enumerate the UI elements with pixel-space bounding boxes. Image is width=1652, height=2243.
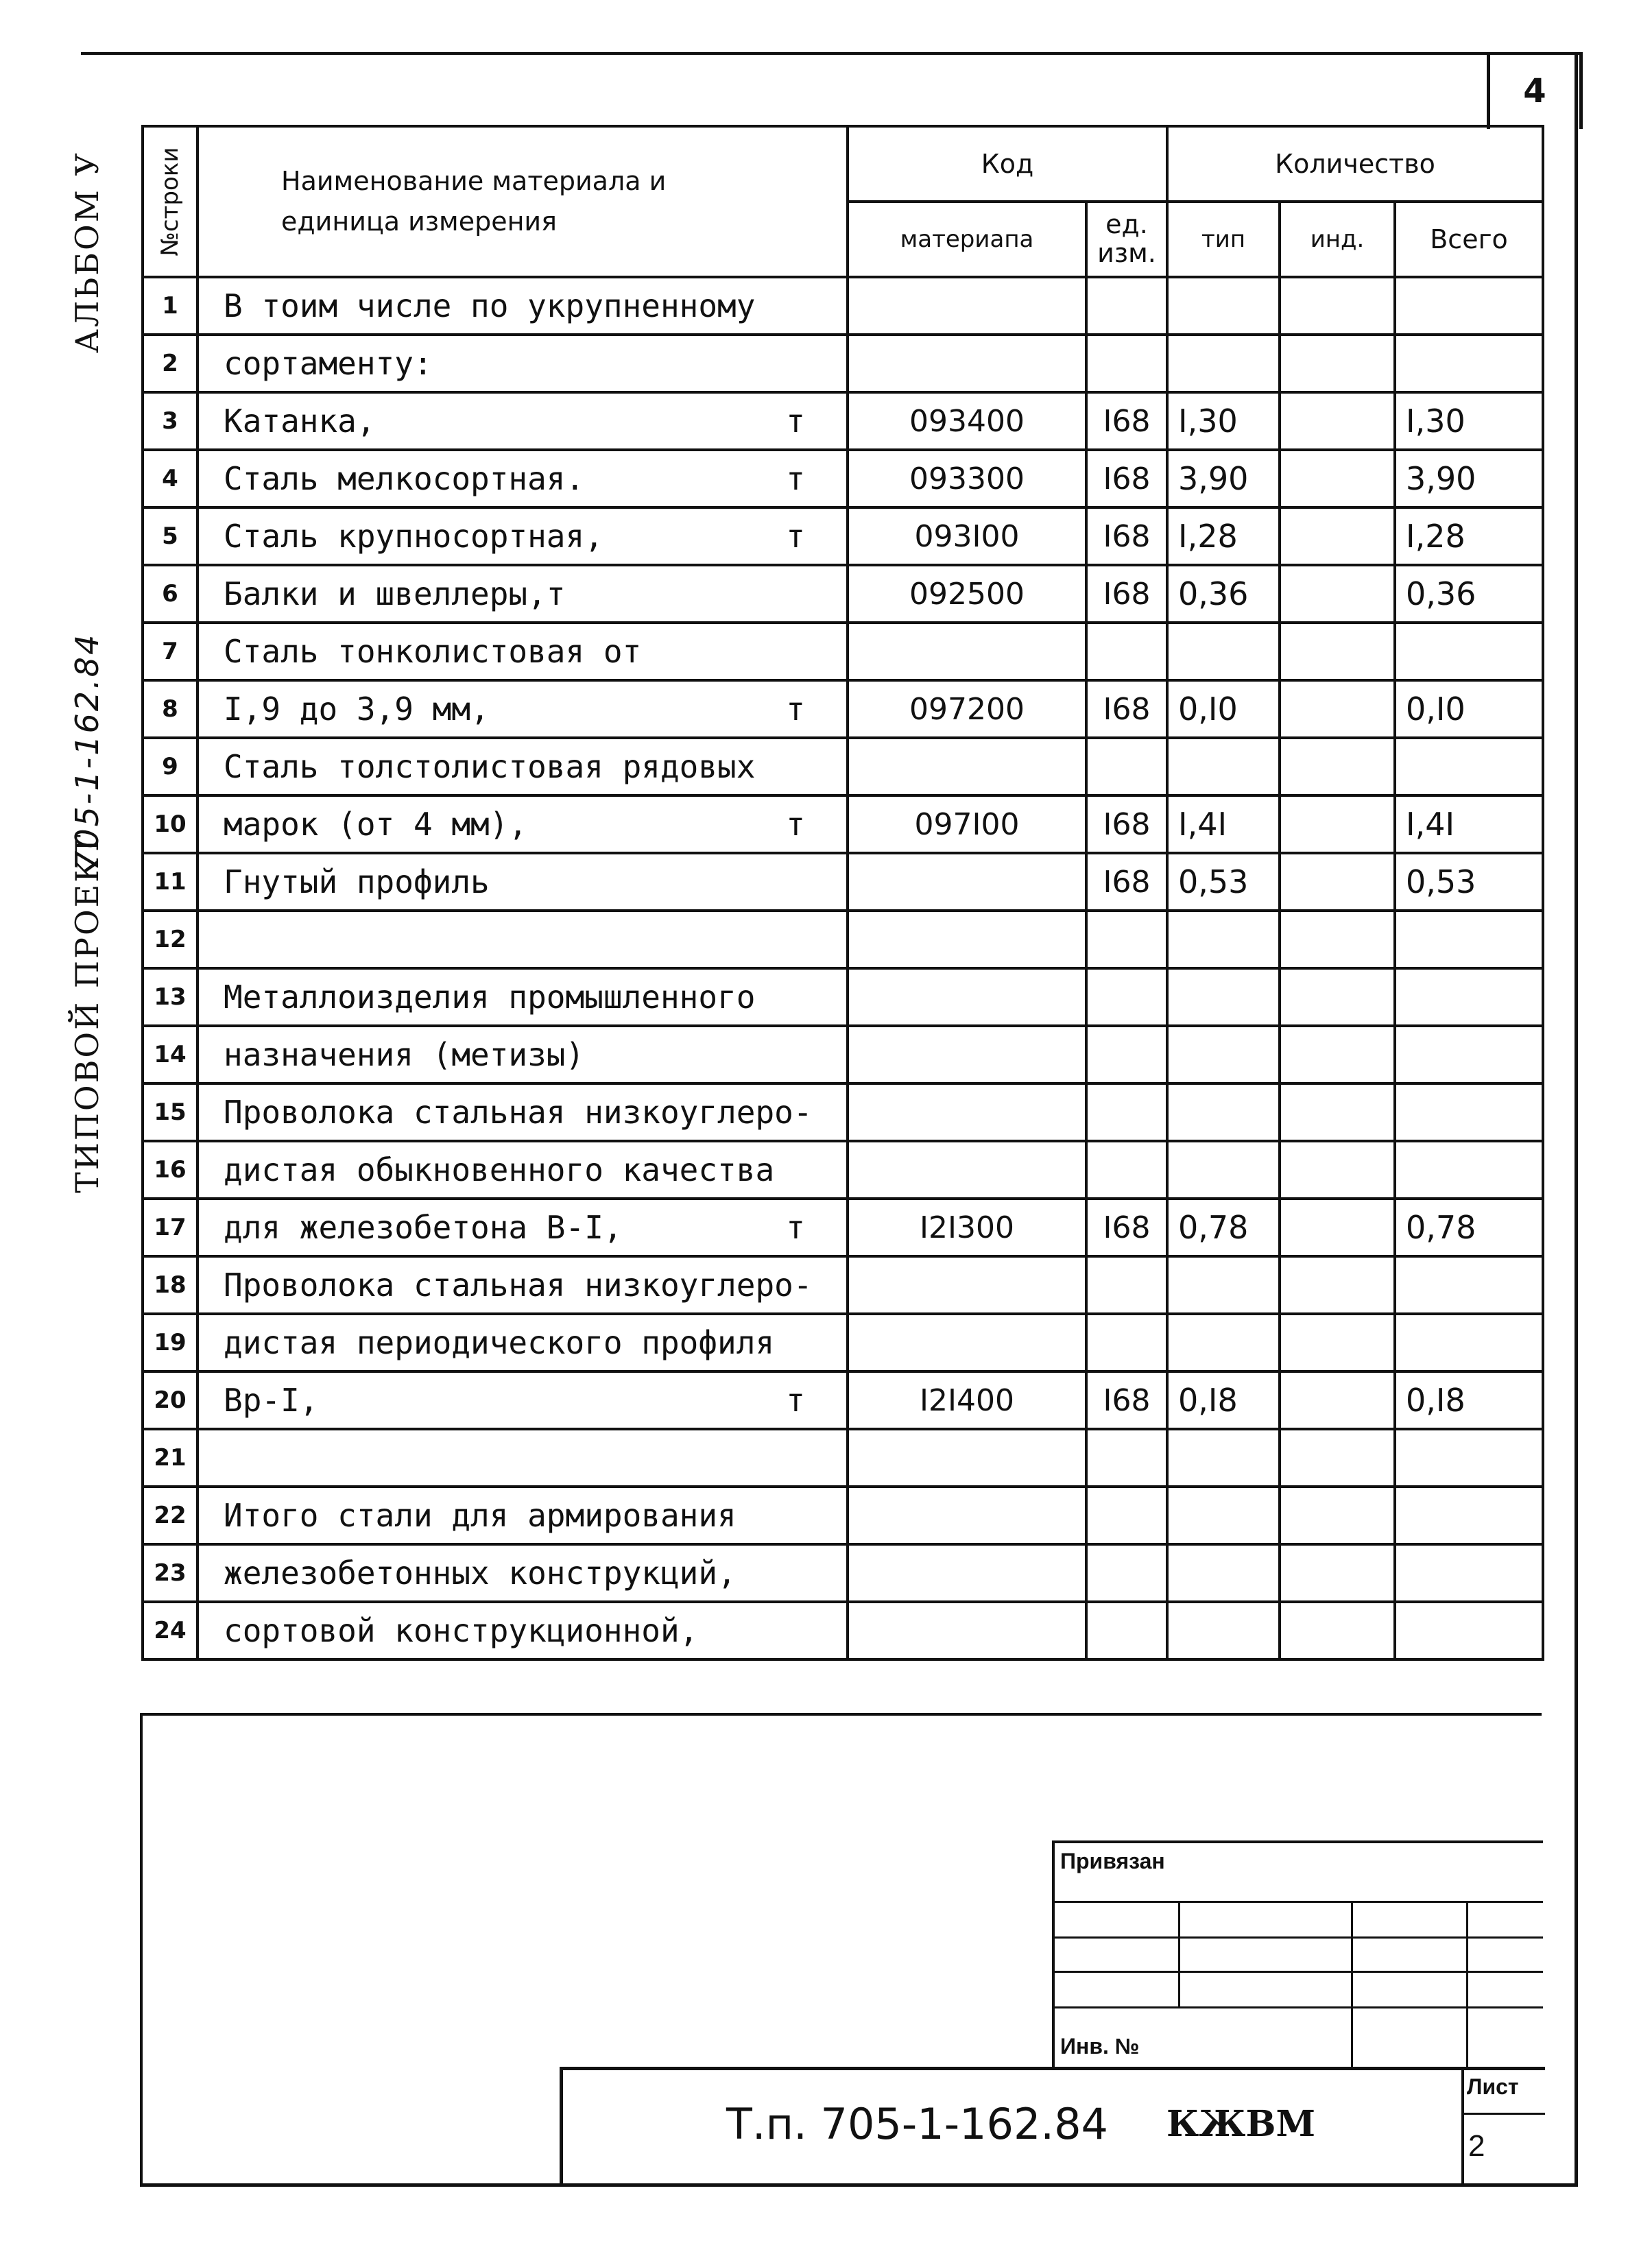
qty-type-cell bbox=[1167, 1083, 1280, 1141]
material-name-text: для железобетона В-I, bbox=[224, 1209, 623, 1246]
qty-total-header: Всего bbox=[1395, 202, 1543, 277]
material-code-cell bbox=[848, 1544, 1086, 1602]
unit-code-cell: I68 bbox=[1086, 565, 1167, 623]
unit-code-cell: I68 bbox=[1086, 507, 1167, 565]
material-code-cell: I2I400 bbox=[848, 1371, 1086, 1429]
material-code-cell bbox=[848, 1429, 1086, 1487]
material-name-cell bbox=[197, 392, 848, 450]
material-name-text: марок (от 4 мм), bbox=[224, 806, 528, 843]
unit-code-cell bbox=[1086, 1544, 1167, 1602]
unit-code-cell bbox=[1086, 1256, 1167, 1314]
qty-type-cell bbox=[1167, 1026, 1280, 1083]
qty-type-cell bbox=[1167, 738, 1280, 795]
unit-code-cell bbox=[1086, 277, 1167, 335]
qty-total-cell: 0,36 bbox=[1395, 565, 1543, 623]
qty-ind-cell bbox=[1280, 1544, 1395, 1602]
inv-number-label: Инв. № bbox=[1060, 2034, 1140, 2059]
material-name-text: Катанка, bbox=[224, 403, 376, 440]
sheet-number: 2 bbox=[1468, 2129, 1485, 2163]
qty-total-cell: 0,I0 bbox=[1395, 680, 1543, 738]
material-code-header: материапа bbox=[848, 202, 1086, 277]
unit-code-cell: I68 bbox=[1086, 392, 1167, 450]
table-row bbox=[143, 623, 1543, 680]
qty-type-cell bbox=[1167, 335, 1280, 392]
qty-type-cell bbox=[1167, 1141, 1280, 1199]
material-code-cell: 093400 bbox=[848, 392, 1086, 450]
qty-ind-cell bbox=[1280, 1487, 1395, 1544]
table-row bbox=[143, 680, 1543, 738]
qty-ind-cell bbox=[1280, 853, 1395, 911]
unit-text: т bbox=[786, 1209, 805, 1246]
material-name-text: Итого стали для армирования bbox=[224, 1497, 737, 1534]
row-number-cell: 15 bbox=[143, 1083, 197, 1141]
stamp-vline bbox=[1351, 1901, 1353, 2070]
unit-code-cell bbox=[1086, 1314, 1167, 1371]
qty-total-cell: 0,I8 bbox=[1395, 1371, 1543, 1429]
qty-type-cell: 0,53 bbox=[1167, 853, 1280, 911]
material-name-text: Гнутый профиль bbox=[224, 863, 490, 900]
row-number-cell: 19 bbox=[143, 1314, 197, 1371]
right-frame-line bbox=[1575, 53, 1578, 2186]
row-number-cell: 5 bbox=[143, 507, 197, 565]
table-row bbox=[143, 968, 1543, 1026]
material-name-text: Сталь тонколистовая от bbox=[224, 633, 642, 670]
qty-type-cell: I,28 bbox=[1167, 507, 1280, 565]
table-row bbox=[143, 795, 1543, 853]
qty-type-cell: I,30 bbox=[1167, 392, 1280, 450]
qty-type-cell bbox=[1167, 1429, 1280, 1487]
qty-total-cell bbox=[1395, 1083, 1543, 1141]
material-code-cell: 092500 bbox=[848, 565, 1086, 623]
unit-code-cell bbox=[1086, 1083, 1167, 1141]
unit-text: т bbox=[786, 1382, 805, 1419]
qty-ind-cell bbox=[1280, 1429, 1395, 1487]
unit-text: т bbox=[786, 460, 805, 497]
row-number-cell: 21 bbox=[143, 1429, 197, 1487]
material-name-cell bbox=[197, 507, 848, 565]
qty-type-cell bbox=[1167, 277, 1280, 335]
material-name-cell bbox=[197, 1314, 848, 1371]
stamp-line bbox=[1055, 1901, 1543, 1903]
qty-type-cell bbox=[1167, 968, 1280, 1026]
material-code-cell bbox=[848, 1141, 1086, 1199]
material-name-cell bbox=[197, 623, 848, 680]
qty-total-cell: 0,53 bbox=[1395, 853, 1543, 911]
material-name-cell bbox=[197, 1026, 848, 1083]
binding-stamp bbox=[1052, 1840, 1543, 2070]
table-row bbox=[143, 277, 1543, 335]
row-number-cell: 24 bbox=[143, 1602, 197, 1659]
material-code-cell: 097200 bbox=[848, 680, 1086, 738]
material-name-cell bbox=[197, 1199, 848, 1256]
material-code-cell: 093I00 bbox=[848, 507, 1086, 565]
table-row bbox=[143, 911, 1543, 968]
material-name-text: назначения (метизы) bbox=[224, 1036, 585, 1073]
qty-total-cell bbox=[1395, 1487, 1543, 1544]
handwritten-project-number: 705-1-162.84 bbox=[69, 632, 106, 871]
row-number-cell: 7 bbox=[143, 623, 197, 680]
qty-total-cell: 0,78 bbox=[1395, 1199, 1543, 1256]
row-number-cell: 4 bbox=[143, 450, 197, 507]
unit-code-cell bbox=[1086, 1602, 1167, 1659]
material-name-cell bbox=[197, 565, 848, 623]
material-name-cell bbox=[197, 277, 848, 335]
material-name-cell bbox=[197, 450, 848, 507]
unit-code-cell: I68 bbox=[1086, 680, 1167, 738]
unit-text: т bbox=[786, 518, 805, 555]
table-row bbox=[143, 1141, 1543, 1199]
qty-type-cell: 0,78 bbox=[1167, 1199, 1280, 1256]
unit-code-cell bbox=[1086, 738, 1167, 795]
stamp-line bbox=[1055, 1971, 1543, 1973]
qty-ind-cell bbox=[1280, 1199, 1395, 1256]
sheet-cell-left-line bbox=[1461, 2067, 1464, 2184]
qty-total-cell bbox=[1395, 335, 1543, 392]
material-name-text: дистая обыкновенного качества bbox=[224, 1151, 775, 1188]
qty-total-cell bbox=[1395, 1602, 1543, 1659]
material-code-cell bbox=[848, 1083, 1086, 1141]
material-name-cell bbox=[197, 1256, 848, 1314]
qty-type-cell: I,4I bbox=[1167, 795, 1280, 853]
qty-total-cell bbox=[1395, 911, 1543, 968]
material-name-text: Сталь толстолистовая рядовых bbox=[224, 748, 756, 785]
qty-ind-cell bbox=[1280, 911, 1395, 968]
qty-ind-cell bbox=[1280, 1314, 1395, 1371]
quantity-group-header: Количество bbox=[1167, 126, 1543, 202]
unit-code-cell: I68 bbox=[1086, 1199, 1167, 1256]
unit-code-cell bbox=[1086, 1429, 1167, 1487]
stamp-vline bbox=[1178, 1901, 1180, 2006]
title-block bbox=[560, 2067, 1545, 2187]
row-number-cell: 16 bbox=[143, 1141, 197, 1199]
materials-table bbox=[141, 125, 1544, 1661]
qty-type-cell: 0,I8 bbox=[1167, 1371, 1280, 1429]
qty-ind-cell bbox=[1280, 1083, 1395, 1141]
material-name-text: Металлоизделия промышленного bbox=[224, 979, 756, 1016]
stamp-vline bbox=[1466, 1901, 1468, 2070]
qty-type-cell bbox=[1167, 1487, 1280, 1544]
qty-total-cell bbox=[1395, 968, 1543, 1026]
unit-text: т bbox=[786, 806, 805, 843]
row-number-cell: 18 bbox=[143, 1256, 197, 1314]
qty-type-cell bbox=[1167, 911, 1280, 968]
table-row bbox=[143, 450, 1543, 507]
row-number-cell: 1 bbox=[143, 277, 197, 335]
qty-ind-cell bbox=[1280, 680, 1395, 738]
material-name-cell bbox=[197, 1371, 848, 1429]
qty-total-cell: I,30 bbox=[1395, 392, 1543, 450]
material-code-cell bbox=[848, 1487, 1086, 1544]
material-name-text: I,9 до 3,9 мм, bbox=[224, 691, 490, 728]
material-name-cell bbox=[197, 1083, 848, 1141]
unit-code-header: ед. изм. bbox=[1086, 202, 1167, 277]
material-name-cell bbox=[197, 1487, 848, 1544]
row-number-cell: 20 bbox=[143, 1371, 197, 1429]
material-code-cell bbox=[848, 968, 1086, 1026]
qty-ind-cell bbox=[1280, 795, 1395, 853]
material-code-cell bbox=[848, 277, 1086, 335]
material-code-cell: 097I00 bbox=[848, 795, 1086, 853]
table-row bbox=[143, 738, 1543, 795]
material-code-cell bbox=[848, 738, 1086, 795]
table-row bbox=[143, 507, 1543, 565]
qty-ind-cell bbox=[1280, 507, 1395, 565]
qty-ind-cell bbox=[1280, 450, 1395, 507]
qty-ind-header: инд. bbox=[1280, 202, 1395, 277]
material-code-cell bbox=[848, 335, 1086, 392]
table-row bbox=[143, 1544, 1543, 1602]
row-number-cell: 23 bbox=[143, 1544, 197, 1602]
table-row bbox=[143, 392, 1543, 450]
table-row bbox=[143, 1602, 1543, 1659]
table-row bbox=[143, 565, 1543, 623]
row-number-cell: 22 bbox=[143, 1487, 197, 1544]
page-number: 4 bbox=[1487, 53, 1583, 129]
code-group-header: Код bbox=[848, 126, 1167, 202]
unit-code-cell bbox=[1086, 968, 1167, 1026]
document-mark: КЖВМ bbox=[1166, 2103, 1316, 2145]
unit-text: т bbox=[786, 403, 805, 440]
material-name-text: железобетонных конструкций, bbox=[224, 1555, 737, 1592]
material-name-text: Сталь мелкосортная. bbox=[224, 460, 585, 497]
unit-code-cell bbox=[1086, 335, 1167, 392]
table-bottom-divider bbox=[140, 1713, 1542, 1716]
qty-total-cell bbox=[1395, 1141, 1543, 1199]
unit-code-cell: I68 bbox=[1086, 795, 1167, 853]
qty-ind-cell bbox=[1280, 1026, 1395, 1083]
table-row bbox=[143, 1314, 1543, 1371]
table-row bbox=[143, 853, 1543, 911]
table-row bbox=[143, 335, 1543, 392]
material-code-cell bbox=[848, 1256, 1086, 1314]
table-row bbox=[143, 1371, 1543, 1429]
material-name-text: Проволока стальная низкоуглеро- bbox=[224, 1094, 813, 1131]
qty-total-cell bbox=[1395, 277, 1543, 335]
qty-ind-cell bbox=[1280, 968, 1395, 1026]
material-name-header: Наименование материала и единица измерения bbox=[197, 126, 848, 277]
material-name-cell bbox=[197, 911, 848, 968]
sheet-cell-divider bbox=[1461, 2113, 1545, 2115]
qty-type-cell: 0,I0 bbox=[1167, 680, 1280, 738]
row-number-cell: 3 bbox=[143, 392, 197, 450]
qty-ind-cell bbox=[1280, 335, 1395, 392]
qty-ind-cell bbox=[1280, 623, 1395, 680]
row-number-cell: 6 bbox=[143, 565, 197, 623]
row-number-cell: 2 bbox=[143, 335, 197, 392]
row-number-cell: 8 bbox=[143, 680, 197, 738]
table-row bbox=[143, 1026, 1543, 1083]
material-name-cell bbox=[197, 1429, 848, 1487]
material-name-text: Проволока стальная низкоуглеро- bbox=[224, 1267, 813, 1304]
qty-total-cell: I,28 bbox=[1395, 507, 1543, 565]
qty-ind-cell bbox=[1280, 1256, 1395, 1314]
qty-ind-cell bbox=[1280, 1371, 1395, 1429]
material-name-cell bbox=[197, 1602, 848, 1659]
material-code-cell bbox=[848, 911, 1086, 968]
qty-ind-cell bbox=[1280, 565, 1395, 623]
unit-code-cell bbox=[1086, 1026, 1167, 1083]
material-name-text: сортаменту: bbox=[224, 345, 433, 382]
qty-type-cell bbox=[1167, 623, 1280, 680]
qty-total-cell bbox=[1395, 1544, 1543, 1602]
material-code-cell bbox=[848, 1026, 1086, 1083]
qty-type-cell bbox=[1167, 1314, 1280, 1371]
material-name-text: Сталь крупносортная, bbox=[224, 518, 603, 555]
table-row bbox=[143, 1429, 1543, 1487]
table-row bbox=[143, 1256, 1543, 1314]
qty-total-cell bbox=[1395, 623, 1543, 680]
qty-ind-cell bbox=[1280, 392, 1395, 450]
material-name-text: В тоим числе по укрупненному bbox=[224, 287, 756, 324]
unit-code-cell bbox=[1086, 911, 1167, 968]
unit-code-cell bbox=[1086, 1487, 1167, 1544]
stamp-line bbox=[1055, 1936, 1543, 1939]
qty-ind-cell bbox=[1280, 277, 1395, 335]
qty-type-header: тип bbox=[1167, 202, 1280, 277]
row-number-cell: 9 bbox=[143, 738, 197, 795]
material-name-cell bbox=[197, 738, 848, 795]
left-frame-line bbox=[140, 1714, 143, 2185]
row-number-cell: 10 bbox=[143, 795, 197, 853]
material-name-cell bbox=[197, 853, 848, 911]
qty-ind-cell bbox=[1280, 1141, 1395, 1199]
material-name-text: Вр-I, bbox=[224, 1382, 319, 1419]
material-name-cell bbox=[197, 795, 848, 853]
material-code-cell bbox=[848, 1602, 1086, 1659]
unit-text: т bbox=[786, 691, 805, 728]
qty-type-cell: 0,36 bbox=[1167, 565, 1280, 623]
qty-type-cell: 3,90 bbox=[1167, 450, 1280, 507]
qty-total-cell: 3,90 bbox=[1395, 450, 1543, 507]
unit-code-cell: I68 bbox=[1086, 853, 1167, 911]
material-code-cell bbox=[848, 853, 1086, 911]
qty-ind-cell bbox=[1280, 738, 1395, 795]
material-name-cell bbox=[197, 680, 848, 738]
unit-code-cell bbox=[1086, 1141, 1167, 1199]
row-number-cell: 12 bbox=[143, 911, 197, 968]
material-code-cell: I2I300 bbox=[848, 1199, 1086, 1256]
top-frame-line bbox=[81, 52, 1583, 55]
qty-type-cell bbox=[1167, 1544, 1280, 1602]
table-row bbox=[143, 1199, 1543, 1256]
qty-total-cell: I,4I bbox=[1395, 795, 1543, 853]
qty-total-cell bbox=[1395, 1026, 1543, 1083]
row-number-cell: 17 bbox=[143, 1199, 197, 1256]
qty-type-cell bbox=[1167, 1256, 1280, 1314]
attached-label: Привязан bbox=[1060, 1849, 1165, 1873]
table-row bbox=[143, 1083, 1543, 1141]
table-row bbox=[143, 1487, 1543, 1544]
material-code-cell: 093300 bbox=[848, 450, 1086, 507]
qty-ind-cell bbox=[1280, 1602, 1395, 1659]
material-code-cell bbox=[848, 623, 1086, 680]
row-number-cell: 11 bbox=[143, 853, 197, 911]
qty-total-cell bbox=[1395, 1429, 1543, 1487]
unit-code-cell: I68 bbox=[1086, 450, 1167, 507]
qty-total-cell bbox=[1395, 1314, 1543, 1371]
qty-total-cell bbox=[1395, 1256, 1543, 1314]
material-name-text: сортовой конструкционной, bbox=[224, 1612, 699, 1649]
material-name-cell bbox=[197, 335, 848, 392]
album-label: АЛЬБОМ У bbox=[69, 151, 106, 353]
qty-total-cell bbox=[1395, 738, 1543, 795]
qty-type-cell bbox=[1167, 1602, 1280, 1659]
row-number-header: №строки bbox=[143, 126, 197, 277]
material-name-text: Балки и швеллеры,т bbox=[224, 575, 566, 612]
row-number-cell: 13 bbox=[143, 968, 197, 1026]
sheet-label: Лист bbox=[1467, 2074, 1519, 2099]
unit-code-cell bbox=[1086, 623, 1167, 680]
material-name-cell bbox=[197, 1544, 848, 1602]
document-code: Т.п. 705-1-162.84 bbox=[726, 2099, 1109, 2149]
material-name-cell bbox=[197, 1141, 848, 1199]
stamp-line bbox=[1055, 2006, 1543, 2008]
typical-project-label: ТИПОВОЙ ПРОЕКТ bbox=[69, 832, 106, 1193]
material-code-cell bbox=[848, 1314, 1086, 1371]
material-name-text: дистая периодического профиля bbox=[224, 1324, 775, 1361]
unit-code-cell: I68 bbox=[1086, 1371, 1167, 1429]
row-number-cell: 14 bbox=[143, 1026, 197, 1083]
material-name-cell bbox=[197, 968, 848, 1026]
